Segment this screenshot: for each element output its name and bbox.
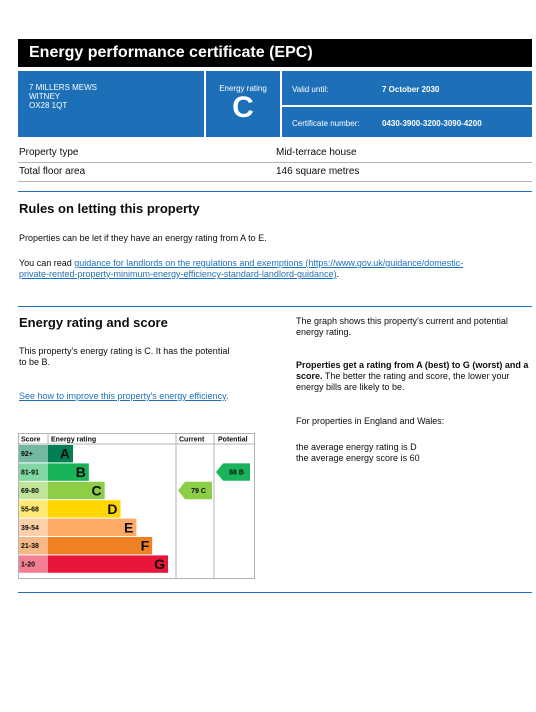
property-type-row xyxy=(18,144,532,163)
current-column-header: Current xyxy=(179,436,205,444)
valid-until-box xyxy=(282,71,532,105)
band-letter: A xyxy=(59,445,70,462)
band-score-range: 92+ xyxy=(21,451,33,459)
band-letter: G xyxy=(154,556,165,573)
band-letter: C xyxy=(91,482,102,499)
letting-paragraph: Properties can be let if they have an energy rating from A to E. xyxy=(19,233,267,243)
band-letter: F xyxy=(140,537,150,554)
energy-rating-chart xyxy=(18,433,255,579)
band-score-range: 55-68 xyxy=(21,506,39,514)
guidance-link[interactable] xyxy=(19,258,463,279)
rating-explanation-bold: Properties get a rating from A (best) to G (worst) and a score. xyxy=(296,360,529,381)
rating-column-header: Energy rating xyxy=(51,436,97,444)
floor-area-value: 146 square metres xyxy=(276,166,360,177)
guidance-link-url: (https://www.gov.uk/guidance/domestic- xyxy=(302,258,464,268)
valid-until-value: 7 October 2030 xyxy=(382,85,440,94)
band-score-range: 1-20 xyxy=(21,561,36,569)
address-line: 7 MILLERS MEWS xyxy=(29,83,98,92)
england-wales-text: For properties in England and Wales: xyxy=(296,416,445,426)
band-score-range: 39-54 xyxy=(21,524,39,532)
certificate-number-label: Certificate number: xyxy=(292,119,360,128)
floor-area-row xyxy=(18,163,532,182)
valid-until-label: Valid until: xyxy=(292,85,329,94)
address-box xyxy=(18,71,204,137)
improve-paragraph xyxy=(19,391,239,402)
rating-explanation-rest: The better the rating and score, the lower your energy bills are likely to be. xyxy=(296,371,510,392)
energy-rating-value: C xyxy=(232,91,254,124)
letting-guidance-paragraph xyxy=(19,258,531,280)
potential-score-label: 88 B xyxy=(229,469,244,477)
guidance-suffix: . xyxy=(336,269,339,279)
guidance-link-url-cont: private-rented-property-minimum-energy-efficiency-standard-landlord-guidance) xyxy=(19,269,337,279)
section-divider xyxy=(18,592,532,593)
guidance-prefix: You can read xyxy=(19,258,75,268)
band-letter: E xyxy=(123,519,134,536)
certificate-number-value: 0430-3900-3200-3090-4200 xyxy=(382,119,482,128)
address-line: OX28 1QT xyxy=(29,101,68,110)
certificate-number-box xyxy=(282,107,532,137)
band-bar-f xyxy=(48,537,152,554)
band-score-range: 81-91 xyxy=(21,469,39,477)
band-letter: B xyxy=(75,464,86,481)
letting-heading: Rules on letting this property xyxy=(19,201,200,216)
score-heading: Energy rating and score xyxy=(19,315,168,330)
band-score-range: 69-80 xyxy=(21,488,39,495)
section-divider xyxy=(18,306,532,307)
page-title: Energy performance certificate (EPC) xyxy=(18,39,532,67)
graph-description: The graph shows this property's current and potential energy rating. xyxy=(296,316,508,337)
property-type-label: Property type xyxy=(19,147,79,158)
band-score-range: 21-38 xyxy=(21,543,39,551)
floor-area-label: Total floor area xyxy=(19,166,86,177)
rating-explanation xyxy=(296,360,532,393)
current-score-label: 79 C xyxy=(191,488,206,495)
score-column-header: Score xyxy=(21,436,41,444)
property-type-value: Mid-terrace house xyxy=(276,147,357,158)
section-divider xyxy=(18,191,532,192)
band-letter: D xyxy=(107,500,118,517)
average-info xyxy=(296,442,532,464)
improve-suffix: . xyxy=(226,391,229,401)
guidance-link-text: guidance for landlords on the regulations and exemptions xyxy=(74,258,303,268)
improve-link[interactable]: See how to improve this property's energy efficiency xyxy=(19,391,226,401)
score-paragraph: This property's energy rating is C. It has the potential to be B. xyxy=(19,346,230,367)
average-score: the average energy score is 60 xyxy=(296,453,420,463)
energy-rating-label: Energy rating xyxy=(219,84,267,93)
potential-column-header: Potential xyxy=(218,436,248,444)
address-line: WITNEY xyxy=(29,92,61,101)
energy-rating-box xyxy=(206,71,280,137)
average-rating: the average energy rating is D xyxy=(296,442,417,452)
band-bar-g xyxy=(48,555,168,572)
